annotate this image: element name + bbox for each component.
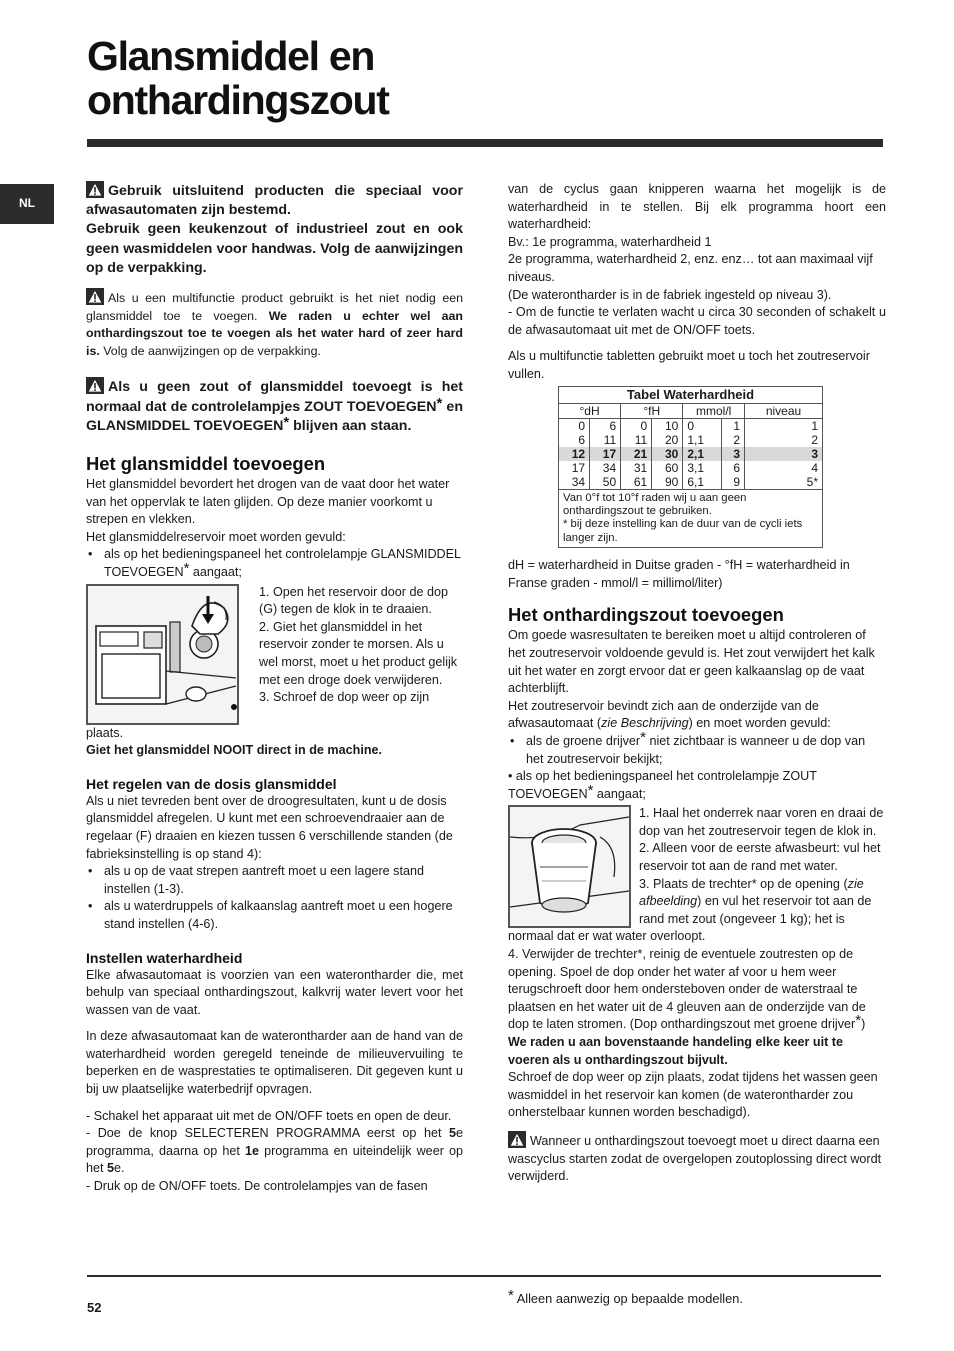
salt-reservoir-illustration (508, 805, 631, 928)
table-header: °dH (559, 403, 621, 418)
rinse-aid-figure-row (86, 584, 463, 725)
table-row: 34 50 61 90 6,1 9 5* (559, 475, 823, 490)
dose-bullet-2: • als u waterdruppels of kalkaanslag aantreft moet u een hogere stand instellen (4-6). (86, 898, 463, 933)
hardness-adjust: In deze afwasautomaat kan de waterontharder aan de hand van de waterhardheid worden geregeld teneinde de milieuvervuiling te beperken en de wasprestaties te optimaliseren. Dit gegeven kunt u bij uw plaatselijke waterbedrijf opvragen. (86, 1029, 463, 1097)
warning-icon (86, 288, 104, 305)
section-salt-title: Het onthardingszout toevoegen (508, 604, 784, 626)
warning-icon (86, 377, 104, 394)
rinse-aid-intro: Het glansmiddel bevordert het drogen van de vaat door het water van het oppervlak te laten glijden. Op deze manier voorkomt u strepen en vlekken. (86, 477, 450, 527)
dose-bullet-1: • als u op de vaat strepen aantreft moet u een lagere stand instellen (1-3). (86, 863, 463, 898)
right-column (508, 181, 886, 1186)
salt-step-2: 2. Alleen voor de eerste afwasbeurt: vul het reservoir tot aan de rand met water. (639, 841, 881, 874)
salt-location: Het zoutreservoir bevindt zich aan de onderzijde van de afwasautomaat (zie Beschrijving) en moet worden gevuld: (508, 698, 831, 731)
table-header: °fH (621, 403, 683, 418)
title-line-2: onthardingszout (87, 77, 389, 123)
salt-step-4: 4. Verwijder de trechter*, reinig de eventuele zoutresten op de opening. Spoel de dop onder het water af voor u hem weer terugschroeft door hem ondersteboven onder de waterstraal te plaatsen en het water uit de 4 gleuven aan de onderzijde van de dop te laten stromen. (Dop onthardingszout met groene drijver*) (508, 947, 866, 1032)
hardness-title: Instellen waterhardheid (86, 949, 243, 966)
hardness-legend: dH = waterhardheid in Duitse graden - °fH = waterhardheid in Franse graden - mmol/l = millimol/liter) (508, 558, 850, 590)
rinse-aid-bullet: • als op het bedieningspaneel het controlelampje GLANSMIDDEL TOEVOEGEN* aangaat; (86, 546, 463, 581)
water-hardness-table (558, 386, 823, 549)
hardness-factory: (De waterontharder is in de fabriek ingesteld op niveau 3). (508, 287, 832, 302)
hardness-cont-1: van de cyclus gaan knipperen waarna het mogelijk is de waterhardheid in te stellen. Bij elk programma hoort een waterhardheid: (508, 182, 886, 232)
dose-title: Het regelen van de dosis glansmiddel (86, 775, 337, 792)
rinse-aid-step-3: 3. Schroef de dop weer op zijn (259, 690, 430, 705)
table-header: niveau (745, 403, 823, 418)
language-tab: NL (0, 184, 54, 224)
hardness-step-3: - Druk op de ON/OFF toets. De controlelampjes van de fasen (86, 1179, 428, 1194)
warning-products (86, 181, 463, 278)
section-rinse-aid-title: Het glansmiddel toevoegen (86, 453, 326, 474)
salt-cap-warning: Schroef de dop weer op zijn plaats, zodat tijdens het wassen geen wasmiddel in het reservoir kan komen (de waterontharder zou onherstelbaar kunnen worden beschadigd). (508, 1070, 878, 1120)
rinse-aid-never-direct: Giet het glansmiddel NOOIT direct in de machine. (86, 743, 383, 758)
rinse-aid-fill-when: Het glansmiddelreservoir moet worden gevuld: (86, 529, 346, 544)
table-row: 17 34 31 60 3,1 6 4 (559, 461, 823, 475)
title-line-1: Glansmiddel en (87, 33, 375, 79)
rinse-aid-step-2: 2. Giet het glansmiddel in het reservoir zonder te morsen. Als u wel morst, moet u het product gelijk met een droge doek verwijderen. (259, 619, 458, 687)
salt-recommendation: We raden u aan bovenstaande handeling elke keer uit te voeren als u onthardingszout bijvult. (508, 1035, 844, 1067)
table-row: 6 11 11 20 1,1 2 2 (559, 433, 823, 447)
hardness-example: Bv.: 1e programma, waterhardheid 1 (508, 234, 712, 249)
table-caption: Tabel Waterhardheid (559, 386, 823, 403)
footnote: * Alleen aanwezig op bepaalde modellen. (508, 1287, 743, 1306)
salt-figure-row (508, 805, 886, 928)
multifunction-tablets: Als u multifunctie tabletten gebruikt moet u toch het zoutreservoir vullen. (508, 349, 870, 381)
rinse-aid-step-1: 1. Open het reservoir door de dop (G) tegen de klok in te draaien. (259, 584, 449, 617)
hardness-step-2: - Doe de knop SELECTEREN PROGRAMMA eerst op het 5e programma, daarna op het 1e programma en uiteindelijk weer op het 5e. (86, 1126, 463, 1176)
hardness-levels: 2e programma, waterhardheid 2, enz. enz… tot aan maximaal vijf niveaus. (508, 252, 873, 284)
left-column (86, 181, 463, 1196)
rinse-aid-step-3-cont: plaats. (86, 725, 124, 740)
rinse-aid-dispenser-illustration (86, 584, 239, 725)
warning-products-line1: Gebruik uitsluitend producten die speciaal voor afwasautomaten zijn bestemd. (86, 183, 463, 219)
table-header: mmol/l (683, 403, 745, 418)
salt-steps (639, 805, 886, 928)
warning-icon (508, 1131, 526, 1148)
salt-bullet-float: • als de groene drijver* niet zichtbaar is wanneer u de dop van het zoutreservoir bekijkt; (508, 733, 886, 768)
hardness-intro: Elke afwasautomaat is voorzien van een waterontharder die, met behulp van speciaal onthardingszout, kalkvrij water levert voor het wassen van de vaat. (86, 967, 463, 1017)
table-notes (559, 489, 823, 548)
salt-bullet-lamp: • als op het bedieningspaneel het controlelampje ZOUT TOEVOEGEN* aangaat; (508, 769, 817, 801)
warning-indicator-lamps: Als u geen zout of glansmiddel toevoegt is het normaal dat de controlelampjes ZOUT TOEVOEGEN* en GLANSMIDDEL TOEVOEGEN* blijven aan staan. (86, 379, 463, 434)
page-number: 52 (87, 1300, 102, 1315)
warning-multifunction: Als u een multifunctie product gebruikt is het niet nodig een glansmiddel toe te voegen. We raden u echter wel aan onthardingszout toe te voegen als het water hard of zeer hard is. Volg de aanwijzingen op de verpakking. (86, 288, 463, 360)
salt-intro: Om goede wasresultaten te bereiken moet u altijd controleren of het zoutreservoir voldoende gevuld is. Het zout verwijdert het kalk uit het water en zorgt ervoor dat er geen kalkaanslag op de vaat achterblijft. (508, 628, 875, 696)
warning-icon (86, 181, 104, 198)
salt-final-warning: Wanneer u onthardingszout toevoegt moet u direct daarna een wascyclus starten zodat de overgelopen zoutoplossing direct wordt verwijderd. (508, 1131, 886, 1186)
dose-paragraph: Als u niet tevreden bent over de droogresultaten, kunt u de dosis glansmiddel afregelen. U kunt met een schroevendraaier aan de regelaar (F) draaien en kiezen tussen 6 verschillende standen (de fabrieksinstelling is op stand 4): (86, 793, 453, 861)
page-title (87, 34, 389, 122)
table-note-2: * bij deze instelling kan de duur van de cycli iets langer zijn. (563, 518, 803, 544)
salt-step-3-cont: normaal dat er wat water overloopt. (508, 929, 706, 944)
footer-divider (87, 1275, 881, 1277)
salt-step-3: 3. Plaats de trechter* op de opening (zie afbeelding) en vul het reservoir tot aan de rand met zout (ongeveer 1 kg); het is (639, 876, 872, 926)
hardness-exit: - Om de functie te verlaten wacht u circa 30 seconden of schakelt u de afwasautomaat uit met de ON/OFF toets. (508, 305, 886, 337)
salt-step-1: 1. Haal het onderrek naar voren en draai de dop van het zoutreservoir tegen de klok in. (639, 806, 884, 838)
rinse-aid-steps (259, 584, 463, 725)
title-divider (87, 139, 883, 147)
table-note-1: Van 0°f tot 10°f raden wij u aan geen onthardingszout te gebruiken. (563, 491, 747, 517)
hardness-step-1: - Schakel het apparaat uit met de ON/OFF toets en open de deur. (86, 1108, 452, 1123)
table-row: 0 6 0 10 0 1 1 (559, 418, 823, 433)
table-row-highlighted: 12 17 21 30 2,1 3 3 (559, 447, 823, 461)
warning-products-line2: Gebruik geen keukenzout of industrieel zout en ook geen wasmiddelen voor handwas. Volg de aanwijzingen op de verpakking. (86, 221, 463, 276)
